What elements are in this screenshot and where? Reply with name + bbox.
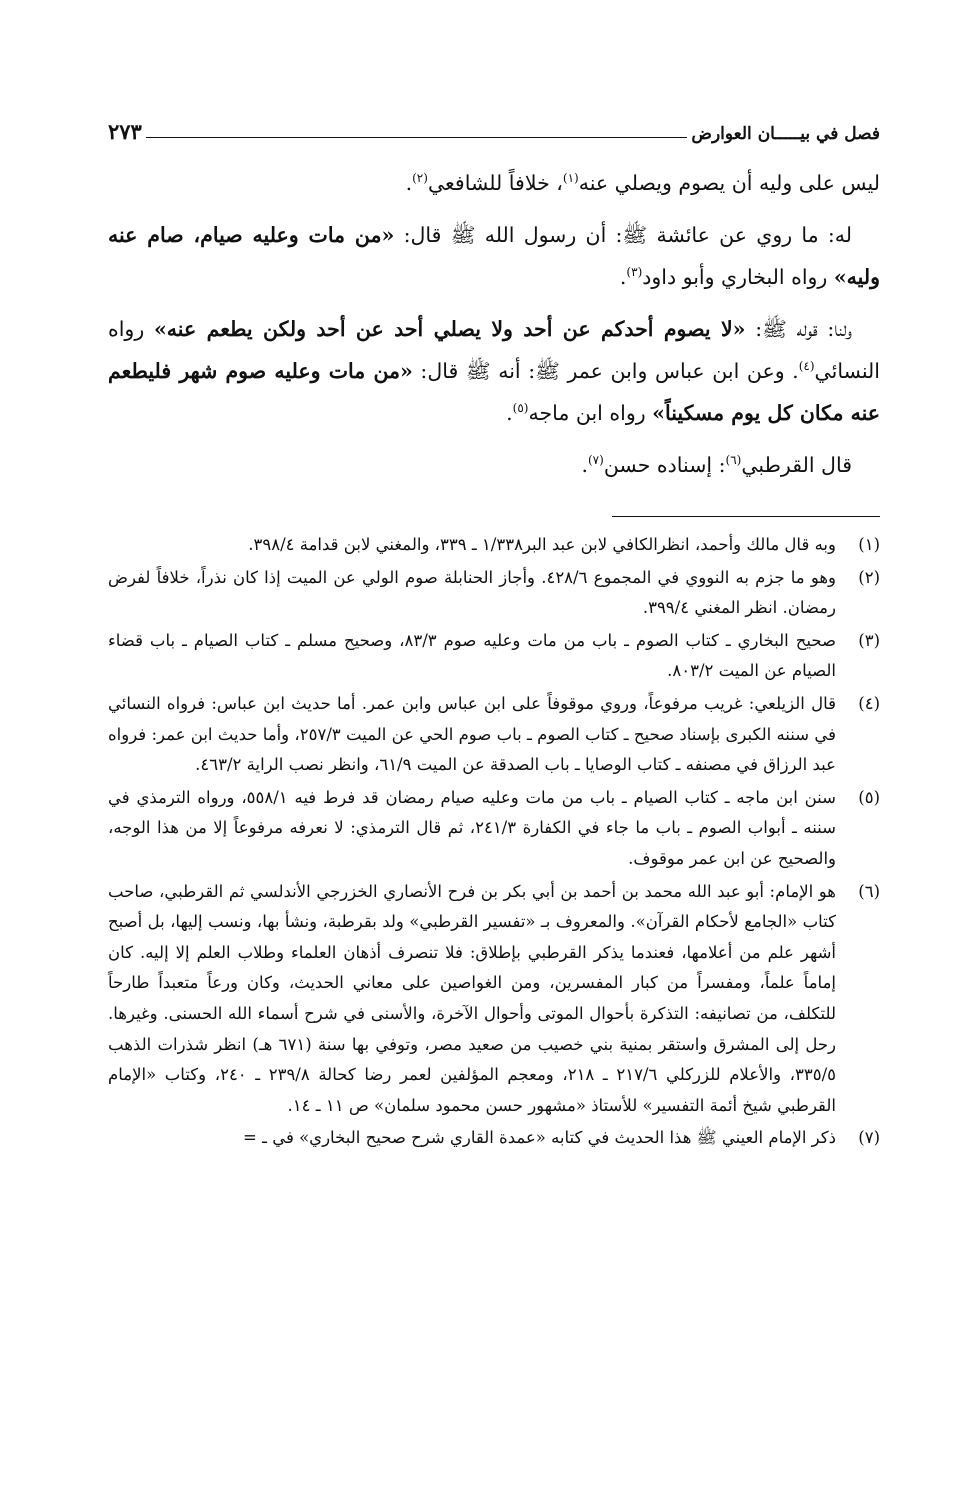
hadith-quote: «من مات وعليه صوم شهر فليطعم عنه مكان كل يوم مسكيناً» bbox=[108, 359, 880, 425]
footnote-number: (١) bbox=[858, 535, 880, 554]
hadith-quote: «من مات وعليه صيام، صام عنه وليه» bbox=[108, 223, 880, 289]
footnote-ref: (٢) bbox=[412, 171, 428, 186]
text-span: له: ما روي عن عائشة ﷺ: أن رسول الله ﷺ قال: bbox=[394, 223, 852, 247]
footnote-number: (٣) bbox=[858, 630, 880, 650]
text-span: . وعن ابن عباس وابن عمر ﷺ: أنه ﷺ قال: bbox=[412, 359, 799, 383]
footnote bbox=[108, 877, 880, 1122]
text-span: ، خلافاً للشافعي bbox=[427, 171, 563, 195]
footnote-ref: (٥) bbox=[512, 401, 529, 416]
footnote bbox=[108, 783, 880, 875]
footnote-text: وبه قال مالك وأحمد، انظرالكافي لابن عبد البر١/٣٣٨ ـ ٣٣٩، والمغني لابن قدامة ٣٩٨/٤. bbox=[248, 535, 836, 554]
text-span: رواه ابن ماجه bbox=[528, 401, 653, 425]
footnote-text: سنن ابن ماجه ـ كتاب الصيام ـ باب من مات وعليه صيام رمضان قد فرط فيه ٥٥٨/١، ورواه الترمذي في سننه ـ أبواب الصوم ـ باب ما جاء في الكفارة ٢٤١/٣، ثم قال الترمذي: لا نعرفه مرفوعاً إلا من هذا الوجه، والصحيح عن ابن عمر موقوف. bbox=[108, 787, 836, 868]
running-header bbox=[108, 108, 880, 144]
text-span: . bbox=[619, 265, 627, 289]
paragraph-1 bbox=[108, 162, 880, 204]
text-span: . bbox=[581, 453, 588, 477]
footnote bbox=[108, 1123, 880, 1154]
page-number: ٢٧٣ bbox=[108, 119, 142, 144]
text-span: قال القرطبي bbox=[741, 453, 852, 477]
footnote-ref: (٦) bbox=[725, 453, 742, 468]
footnote-text: هو الإمام: أبو عبد الله محمد بن أحمد بن أبي بكر بن فرح الأنصاري الخزرجي الأندلسي ثم القرطبي، صاحب كتاب «الجامع لأحكام القرآن». والمعروف بـ «تفسير القرطبي» ولد بقرطبة، ونشأ بها، ونسب إليها، بل أصبح أشهر علم من أعلامها، فعندما يذكر القرطبي بإطلاق: فلا تنصرف أذهان العلماء وطلاب العلم إلا إليه. كان إماماً علماً، ومفسراً من كبار المفسرين، ومن الغواصين على معاني الحديث، وكان ورعاً متعبداً طارحاً للتكلف، من تصانيفه: التذكرة بأحوال الموتى وأحوال الآخرة، والأسنى في شرح أسماء الله الحسنى. وغيرها. رحل إلى المشرق واستقر بمنية بني خصيب من صعيد مصر، وتوفي بها سنة (٦٧١ هـ) انظر شذرات الذهب ٣٣٥/٥، والأعلام للزركلي ٢١٧/٦ ـ ٢١٨، ومعجم المؤلفين لعمر رضا كحالة ٢٣٩/٨ ـ ٢٤٠، وكتاب «الإمام القرطبي شيخ أئمة التفسير» للأستاذ «مشهور حسن محمود سلمان» ص ١١ ـ ١٤. bbox=[108, 881, 837, 1115]
text-span: : إسناده حسن bbox=[603, 453, 726, 477]
header-rule bbox=[146, 137, 688, 138]
footnote-number: (٤) bbox=[858, 693, 880, 713]
paragraph-4 bbox=[108, 444, 880, 486]
footnote bbox=[108, 626, 880, 687]
hadith-quote: «لا يصوم أحدكم عن أحد ولا يصلي أحد عن أحد ولكن يطعم عنه» bbox=[153, 317, 746, 341]
paragraph-2 bbox=[108, 214, 880, 298]
footnote-separator bbox=[612, 516, 880, 517]
footnote bbox=[108, 689, 880, 781]
footnote-ref: (٤) bbox=[798, 359, 815, 374]
text-span: رواه النسائي bbox=[108, 317, 880, 383]
footnote bbox=[108, 530, 880, 561]
footnote-ref: (٣) bbox=[626, 265, 643, 280]
footnote-number: (٦) bbox=[858, 881, 880, 901]
footnote-number: (٧) bbox=[858, 1128, 880, 1148]
footnote-text: وهو ما جزم به النووي في المجموع ٤٢٨/٦. وأجاز الحنابلة صوم الولي عن الميت إذا كان نذراً، خلافاً لفرض رمضان. انظر المغني ٣٩٩/٤. bbox=[108, 567, 837, 618]
text-span: . bbox=[506, 401, 513, 425]
paragraph-3 bbox=[108, 308, 880, 434]
text-span: . bbox=[405, 171, 413, 195]
footnote-ref: (٧) bbox=[587, 453, 604, 468]
footnote-text: ذكر الإمام العيني ﷺ هذا الحديث في كتابه «عمدة القاري شرح صحيح البخاري» في ـ = bbox=[243, 1128, 836, 1148]
footnote-number: (٥) bbox=[858, 787, 880, 807]
footnotes bbox=[108, 530, 880, 1156]
main-text bbox=[108, 162, 880, 496]
footnote-text: صحيح البخاري ـ كتاب الصوم ـ باب من مات وعليه صوم ٨٣/٣، وصحيح مسلم ـ كتاب الصيام ـ باب قضاء الصيام عن الميت ٨٠٣/٢. bbox=[108, 630, 836, 681]
text-span: رواه البخاري وأبو داود bbox=[642, 265, 834, 289]
text-span: ولنا: قوله ﷺ: bbox=[745, 317, 852, 341]
footnote-ref: (١) bbox=[562, 171, 579, 186]
text-span: ليس على وليه أن يصوم ويصلي عنه bbox=[578, 171, 880, 195]
footnote-text: قال الزيلعي: غريب مرفوعاً، وروي موقوفاً على ابن عباس وابن عمر. أما حديث ابن عباس: فرواه النسائي في سننه الكبرى بإسناد صحيح ـ كتاب الصوم ـ باب صوم الحي عن الميت ٢٥٧/٣، وأما حديث ابن عمر: فرواه عبد الرزاق في مصنفه ـ كتاب الوصايا ـ باب الصدقة عن الميت ٦١/٩، وانظر نصب الراية ٤٦٣/٢. bbox=[108, 693, 836, 775]
chapter-title: فصل في بيـــــان العوارض bbox=[691, 124, 880, 144]
footnote bbox=[108, 563, 880, 624]
footnote-number: (٢) bbox=[858, 567, 880, 587]
